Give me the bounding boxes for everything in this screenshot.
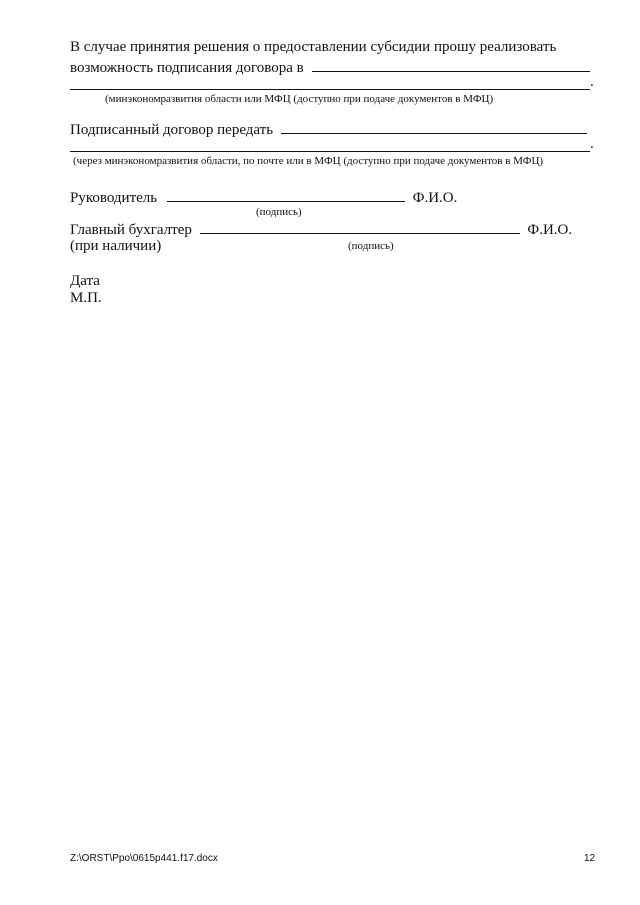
date-label: Дата <box>70 273 100 289</box>
contract-transfer-text: Подписанный договор передать <box>70 122 274 138</box>
signing-place-caption: (минэкономразвития области или МФЦ (доступно при подаче документов в МФЦ) <box>105 93 494 105</box>
contract-transfer-line <box>70 119 596 140</box>
contract-transfer-method-field[interactable] <box>281 119 587 134</box>
subsidy-request-text: В случае принятия решения о предоставлении субсидии прошу реализовать <box>70 39 557 55</box>
head-fio-label: Ф.И.О. <box>412 190 458 206</box>
transfer-method-caption: (через минэкономразвития области, по почте или в МФЦ (доступно при подаче документов в МФЦ) <box>73 155 544 167</box>
head-signature-caption: (подпись) <box>256 206 302 218</box>
accountant-signature-caption: (подпись) <box>348 240 394 252</box>
head-label: Руководитель <box>70 190 158 206</box>
accountant-signature-field[interactable] <box>200 219 520 234</box>
period-mark: . <box>590 136 594 152</box>
footer-page-number: 12 <box>584 853 596 864</box>
subsidy-request-line-2 <box>70 57 596 78</box>
contract-signing-text: возможность подписания договора в <box>70 60 304 76</box>
period-mark: . <box>590 74 594 90</box>
accountant-label: Главный бухгалтер <box>70 222 192 238</box>
footer-file-path: Z:\ORST\Ppo\0615p441.f17.docx <box>70 853 218 864</box>
accountant-note: (при наличии) <box>70 238 162 254</box>
seal-label: М.П. <box>70 290 102 306</box>
contract-transfer-method-field-line-2[interactable] <box>70 151 590 152</box>
accountant-fio-label: Ф.И.О. <box>527 222 573 238</box>
head-signature-row <box>70 187 457 208</box>
contract-signing-place-field-line-2[interactable] <box>70 89 590 90</box>
head-signature-field[interactable] <box>167 187 405 202</box>
contract-signing-place-field[interactable] <box>312 57 590 72</box>
subsidy-request-line-1 <box>70 38 596 57</box>
